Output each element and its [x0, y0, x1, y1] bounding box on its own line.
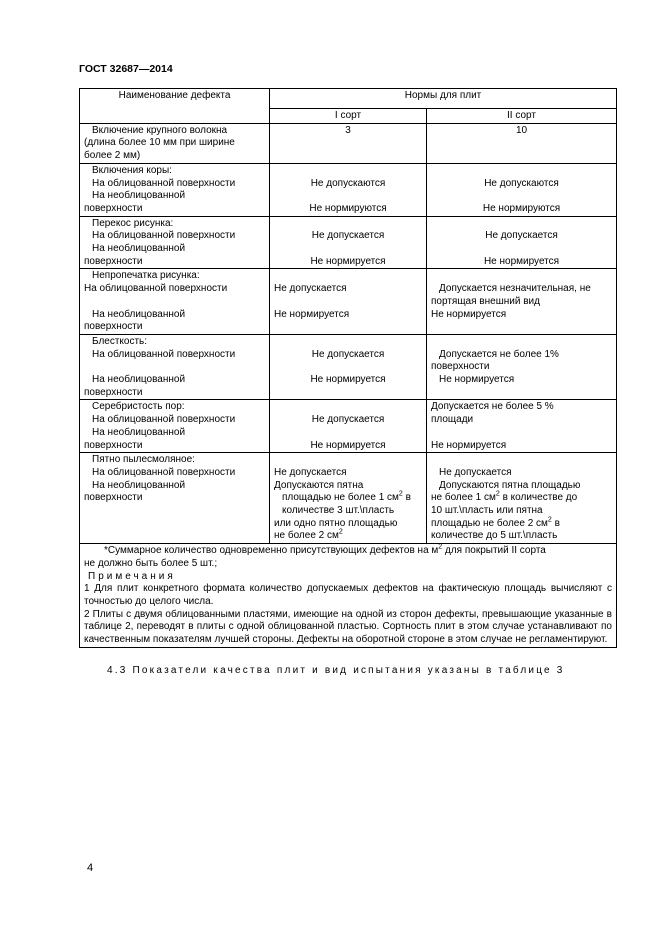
note-1: 1 Для плит конкретного формата количество допускаемых дефектов на фактическую площадь вычисляют с точностью до целого числа.	[84, 583, 612, 607]
page-number: 4	[87, 862, 94, 874]
defect-name-cell: Блесткость: На облицованной поверхности На необлицованной поверхности	[80, 334, 270, 400]
grade-2-cell: Допускается незначительная, не портящая внешний вид Не нормируется	[427, 269, 617, 335]
summary-note: *Суммарное количество одновременно присутствующих дефектов на $м^2$ для покрытий II сорта	[104, 543, 546, 557]
table-row	[80, 123, 617, 163]
table-row	[80, 453, 617, 544]
document-header: ГОСТ 32687—2014	[79, 63, 173, 75]
notes-title: Примечания	[88, 570, 176, 582]
defect-name-cell: Непропечатка рисунка: На облицованной поверхности На необлицованной поверхности	[80, 269, 270, 335]
grade-2-cell: Не допускаются Не нормируются	[427, 163, 617, 216]
table-row	[80, 400, 617, 453]
grade-1-cell: Не допускаются Не нормируются	[270, 163, 427, 216]
paragraph-4-3: 4.3 Показатели качества плит и вид испытания указаны в таблице 3	[107, 665, 565, 676]
table-row	[80, 334, 617, 400]
table-notes-row	[80, 544, 617, 648]
grade-2-cell: Не допускается Допускаются пятна площадью не более 1 $см^2$ в количестве до 10 шт.\пласть или пятна площадью не более 2 $см^2$ в количестве до 5 шт.\пласть	[427, 453, 617, 544]
defect-name-cell: Пятно пылесмоляное: На облицованной поверхности На необлицованной поверхности	[80, 453, 270, 544]
grade-1-cell: Не допускается Не нормируется	[270, 269, 427, 335]
grade-1-cell: 3	[270, 123, 427, 163]
column-header-grade-2: II сорт	[427, 109, 617, 124]
defects-norms-table	[79, 88, 617, 648]
defect-name-cell: Включения коры: На облицованной поверхности На необлицованной поверхности	[80, 163, 270, 216]
grade-2-cell: 10	[427, 123, 617, 163]
notes-cell: *Суммарное количество одновременно присутствующих дефектов на $м^2$ для покрытий II сорта не должно быть более 5 шт.; Примечания 1 Для плит конкретного формата количество допускаемых дефектов на фактическую площадь вычисляют с точностью до целого числа. 2 Плиты с двумя облицованными пластями, имеющие на одной из сторон дефекты, превышающие указанные в таблице 2, переводят в плиты с одной облицованной пластью. Сортность плит в этом случае устанавливают по качественным показателям лучшей стороны. Дефекты на оборотной стороне в этом случае не регламентируют.	[80, 544, 617, 648]
table-row	[80, 163, 617, 216]
defect-name-cell: Включение крупного волокна (длина более 10 мм при ширине более 2 мм)	[80, 123, 270, 163]
column-header-defect: Наименование дефекта	[80, 89, 270, 124]
column-header-grade-1: I сорт	[270, 109, 427, 124]
table-row	[80, 269, 617, 335]
grade-1-cell: Не допускается Не нормируется	[270, 216, 427, 269]
grade-1-cell: Не допускается Не нормируется	[270, 400, 427, 453]
note-2: 2 Плиты с двумя облицованными пластями, имеющие на одной из сторон дефекты, превышающие указанные в таблице 2, переводят в плиты с одной облицованной пластью. Сортность плит в этом случае устанавливают по качественным показателям лучшей стороны. Дефекты на оборотной стороне в этом случае не регламентируют.	[84, 608, 612, 646]
table-row	[80, 216, 617, 269]
grade-2-cell: Не допускается Не нормируется	[427, 216, 617, 269]
column-header-norms: Нормы для плит	[270, 89, 617, 109]
grade-2-cell: Допускается не более 1% поверхности Не нормируется	[427, 334, 617, 400]
grade-2-cell: Допускается не более 5 % площади Не нормируется	[427, 400, 617, 453]
grade-1-cell: Не допускается Допускаются пятна площадью не более 1 $см^2$ в количестве 3 шт.\пласть или одно пятно площадью не более 2 $см^2$	[270, 453, 427, 544]
grade-1-cell: Не допускается Не нормируется	[270, 334, 427, 400]
defect-name-cell: Серебристость пор: На облицованной поверхности На необлицованной поверхности	[80, 400, 270, 453]
defect-name-cell: Перекос рисунка: На облицованной поверхности На необлицованной поверхности	[80, 216, 270, 269]
table-header-row	[80, 89, 617, 109]
